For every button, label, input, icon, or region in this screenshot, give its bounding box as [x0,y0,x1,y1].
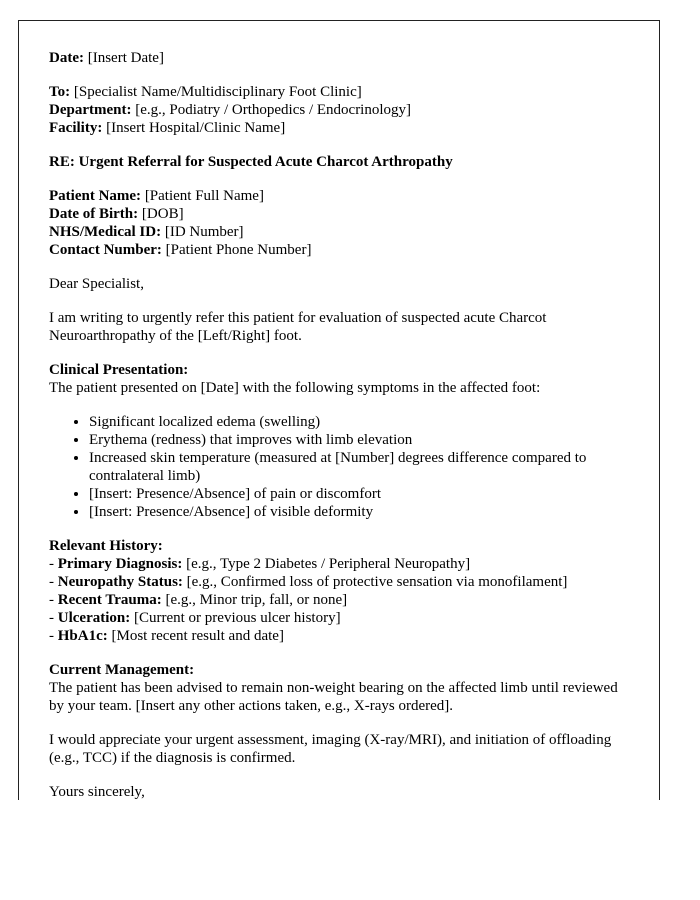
clinical-lead: The patient presented on [Date] with the following symptoms in the affected foot: [49,380,541,396]
history-item-value: [Current or previous ulcer history] [130,610,341,626]
history-item [49,609,629,627]
contact-value: [Patient Phone Number] [161,242,312,258]
department-line [49,101,629,119]
history-item [49,627,629,645]
history-item-label: Ulceration: [57,610,131,626]
history-dash: - [49,574,58,590]
clinical-presentation-section [49,361,629,521]
patient-name-value: [Patient Full Name] [141,188,264,204]
dob-line [49,205,629,223]
facility-label: Facility: [49,120,103,136]
list-item: • Significant localized edema (swelling) [89,413,629,431]
history-item-value: [e.g., Type 2 Diabetes / Peripheral Neuropathy] [182,556,471,572]
recipient-block [49,83,629,137]
list-item: • [Insert: Presence/Absence] of pain or discomfort [89,485,629,503]
history-item-label: HbA1c: [57,628,108,644]
closing: Yours sincerely, [49,784,145,800]
list-item: • [Insert: Presence/Absence] of visible deformity [89,503,629,521]
letter-page [18,20,660,800]
current-management-section [49,661,629,715]
medical-id-line [49,223,629,241]
history-item [49,555,629,573]
subject-line: RE: Urgent Referral for Suspected Acute Charcot Arthropathy [49,154,453,170]
relevant-history-section [49,537,629,645]
contact-line [49,241,629,259]
history-heading: Relevant History: [49,538,163,554]
date-value: [Insert Date] [83,50,164,66]
history-item-label: Recent Trauma: [57,592,162,608]
history-item [49,573,629,591]
date-line [49,49,629,67]
to-line [49,83,629,101]
management-heading: Current Management: [49,662,195,678]
clinical-heading: Clinical Presentation: [49,362,189,378]
facility-line [49,119,629,137]
date-label: Date: [49,50,84,66]
symptom-list [49,413,629,521]
history-item-label: Neuropathy Status: [57,574,183,590]
department-value: [e.g., Podiatry / Orthopedics / Endocrinology] [131,102,412,118]
to-value: [Specialist Name/Multidisciplinary Foot Clinic] [70,84,362,100]
intro-paragraph: I am writing to urgently refer this patient for evaluation of suspected acute Charcot Neuroarthropathy of the [Left/Right] foot. [49,310,547,344]
patient-name-label: Patient Name: [49,188,142,204]
history-dash: - [49,610,58,626]
patient-block [49,187,629,259]
history-item-value: [e.g., Minor trip, fall, or none] [161,592,348,608]
salutation: Dear Specialist, [49,276,144,292]
list-item: • Increased skin temperature (measured at [Number] degrees difference compared to contralateral limb) [89,449,629,485]
history-item [49,591,629,609]
to-label: To: [49,84,71,100]
history-dash: - [49,628,58,644]
history-item-value: [Most recent result and date] [107,628,284,644]
dob-value: [DOB] [138,206,184,222]
department-label: Department: [49,102,132,118]
patient-name-line [49,187,629,205]
request-paragraph: I would appreciate your urgent assessment, imaging (X-ray/MRI), and initiation of offloading (e.g., TCC) if the diagnosis is confirmed. [49,732,612,766]
history-item-value: [e.g., Confirmed loss of protective sensation via monofilament] [182,574,568,590]
contact-label: Contact Number: [49,242,162,258]
medical-id-label: NHS/Medical ID: [49,224,162,240]
medical-id-value: [ID Number] [161,224,244,240]
history-dash: - [49,556,58,572]
history-item-label: Primary Diagnosis: [57,556,183,572]
list-item: • Erythema (redness) that improves with limb elevation [89,431,629,449]
history-dash: - [49,592,58,608]
facility-value: [Insert Hospital/Clinic Name] [102,120,286,136]
dob-label: Date of Birth: [49,206,139,222]
management-text: The patient has been advised to remain non-weight bearing on the affected limb until reviewed by your team. [Insert any other actions taken, e.g., X-rays ordered]. [49,680,618,714]
